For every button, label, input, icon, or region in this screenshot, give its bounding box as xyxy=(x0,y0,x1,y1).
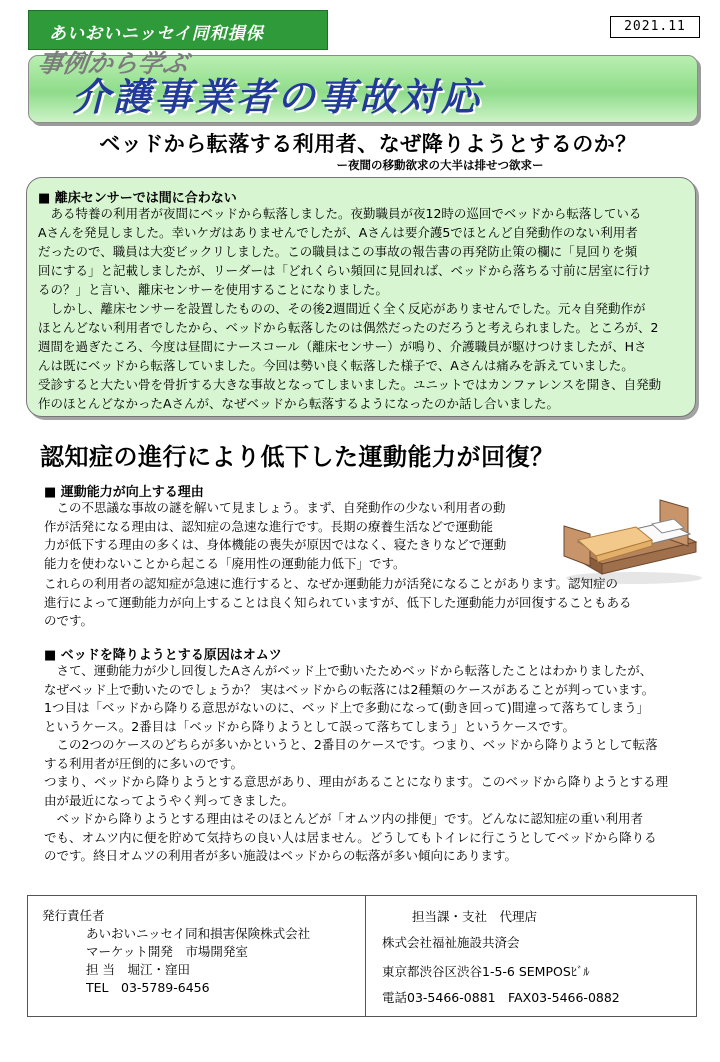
case-box-body: ある特養の利用者が夜間にベッドから転落しました。夜勤職員が夜12時の巡回でベッドから転落している Aさんを発見しました。幸いケガはありませんでしたが、Aさんは要介護5でほとんど自発動作のない利用者 だったので、職員は大変ビックリしました。この職員はこの事故の報告書の再発防止策の欄に「見回りを頻 回にする」と記載しましたが、リーダーは「どれくらい頻回に見回れば、ベッドから落ちる寸前に居室に行け るの？」と言い、離床センサーを使用することになりました。 しかし、離床センサーを設置したものの、その後2週間近く全く反応がありませんでした。元々自発動作が ほとんどない利用者でしたから、ベッドから転落したのは偶然だったのだろうと考えられました。ところが、2 週間を過ぎたころ、今度は昼間にナースコール（離床センサー）が鳴り、介護職員が駆けつけましたが、Hさ んは既にベッドから転落していました。今回は勢い良く転落した様子で、Aさんは痛みを訴えていました。 受診すると大たい骨を骨折する大きな事故となってしまいました。ユニットではカンファレンスを開き、自発動 作のほとんどなかったAさんが、なぜベッドから転落するようになったのか話し合いました。 xyxy=(38,206,662,411)
agency-phone: 電話03-5466-0881 FAX03-5466-0882 xyxy=(382,990,620,1005)
agency-address: 東京都渋谷区渋谷1-5-6 SEMPOSﾋﾞﾙ xyxy=(382,964,590,979)
main-title: 介護事業者の事故対応 xyxy=(72,75,483,119)
section2-title: ■ ベッドを降りようとする原因はオムツ xyxy=(44,648,282,663)
publisher-company: あいおいニッセイ同和損害保険株式会社 xyxy=(86,926,311,941)
case-box-title: ■ 離床センサーでは間に合わない xyxy=(38,191,237,206)
brand-label: あいおいニッセイ同和損保 xyxy=(28,10,328,50)
section2-body: さて、運動能力が少し回復したAさんがベッド上で動いたためベッドから転落したことはわかりましたが、 なぜベッド上で動いたのでしょうか？ 実はベッドからの転落には2種類のケースがあることが判っています。 1つ目は「ベッドから降りる意思がないのに、ベッド上で多動になって(動き回って)間違って落ちてしまう」 というケース。2番目は「ベッドから降りようとして誤って落ちてしまう」というケースです。 この2つのケースのどちらが多いかというと、2番目のケースです。つまり、ベッドから降りようとして転落 する利用者が圧倒的に多いのです。 つまり、ベッドから降りようとする意思があり、理由があることになります。このベッドから降りようとする理 由が最近になってようやく判ってきました。 ベッドから降りようとする理由はそのほとんどが「オムツ内の排便」です。どんなに認知症の重い利用者 でも、オムツ内に便を貯めて気持ちの良い人は居ません。どうしてもトイレに行こうとしてベッドから降りる のです。終日オムツの利用者が多い施設はベッドからの転落が多い傾向にあります。 xyxy=(44,663,669,863)
section1-body: この不思議な事故の謎を解いて見ましょう。まず、自発動作の少ない利用者の動 作が活発になる理由は、認知症の急速な進行です。長期の療養生活などで運動能 力が低下する理由の多くは、身体機能の喪失が原因ではなく、寝たきりなどで運動 能力を使わないことから起こる「廃用性の運動能力低下」です。 xyxy=(44,500,507,571)
agency-name: 株式会社福祉施設共済会 xyxy=(382,935,520,950)
publisher-label: 発行責任者 xyxy=(42,908,105,923)
agency-label: 担当課・支社 代理店 xyxy=(412,909,538,924)
issue-date: 2021.11 xyxy=(610,16,700,38)
publisher-contact: 担 当 堀江・窪田 xyxy=(86,962,190,977)
section1-continuation: これらの利用者の認知症が急速に進行すると、なぜか運動能力が活発になることがあります。認知症の 進行によって運動能力が向上することは良く知られていますが、低下した運動能力が回復することもある のです。 xyxy=(44,576,632,628)
publisher-tel: TEL 03-5789-6456 xyxy=(86,980,210,995)
section-heading: 認知症の進行により低下した運動能力が回復？ xyxy=(40,443,555,471)
publisher-dept: マーケット開発 市場開発室 xyxy=(86,944,248,959)
bed-icon xyxy=(556,486,706,586)
section1-title: ■ 運動能力が向上する理由 xyxy=(44,485,204,500)
footer-divider xyxy=(365,895,366,1017)
article-headline: ベッドから転落する利用者、なぜ降りようとするのか？ xyxy=(99,132,637,156)
series-label: 事例から学ぶ xyxy=(35,49,190,78)
article-subheadline: ー夜間の移動欲求の大半は排せつ欲求ー xyxy=(336,158,544,172)
